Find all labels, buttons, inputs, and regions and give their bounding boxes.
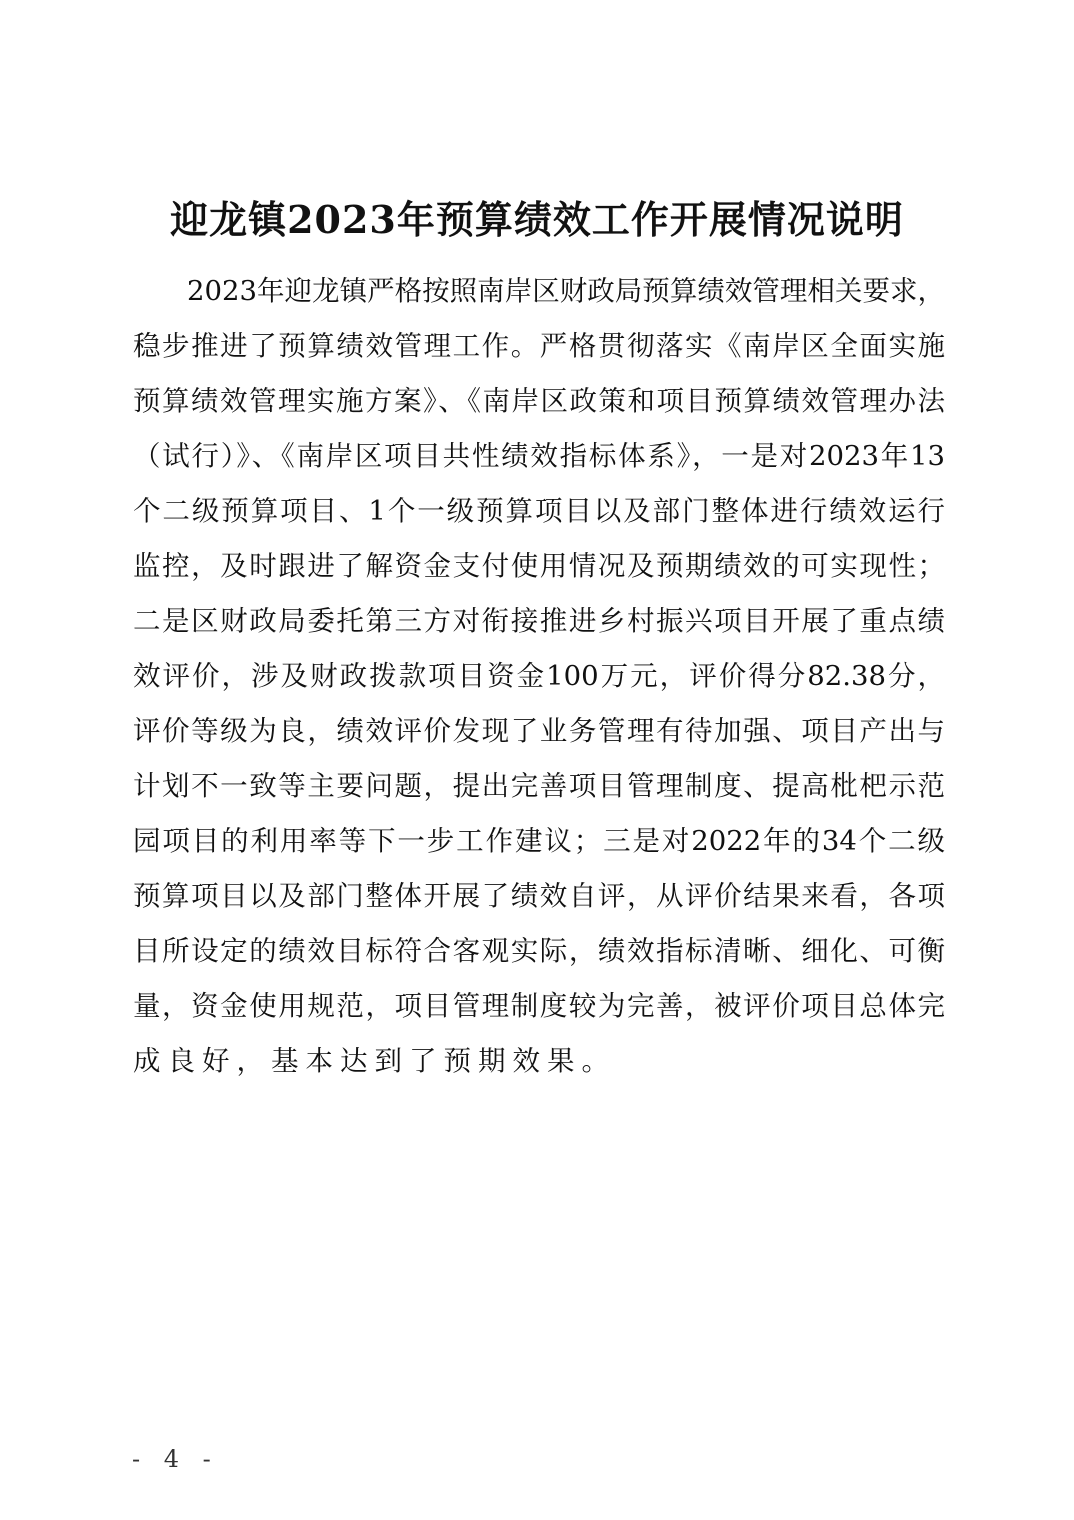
paragraph-line: 个二级预算项目、1个一级预算项目以及部门整体进行绩效运行 [133, 495, 945, 527]
paragraph-line: 预算项目以及部门整体开展了绩效自评，从评价结果来看，各项 [133, 880, 945, 912]
paragraph-line: 预算绩效管理实施方案》、《南岸区政策和项目预算绩效管理办法 [133, 385, 945, 417]
paragraph-line: 效评价，涉及财政拨款项目资金100万元，评价得分82.38分， [133, 660, 945, 692]
paragraph-line: 监控，及时跟进了解资金支付使用情况及预期绩效的可实现性； [133, 550, 945, 582]
page-number: - 4 - [132, 1445, 219, 1473]
paragraph-line: 量，资金使用规范，项目管理制度较为完善，被评价项目总体完 [133, 990, 945, 1022]
paragraph-line: 评价等级为良，绩效评价发现了业务管理有待加强、项目产出与 [133, 715, 945, 747]
document-title: 迎龙镇2023年预算绩效工作开展情况说明 [170, 197, 904, 242]
paragraph-line: 园项目的利用率等下一步工作建议；三是对2022年的34个二级 [133, 825, 945, 857]
paragraph-line: （试行）》、《南岸区项目共性绩效指标体系》，一是对2023年13 [133, 440, 945, 472]
paragraph-line: 二是区财政局委托第三方对衔接推进乡村振兴项目开展了重点绩 [133, 605, 945, 637]
paragraph-line: 2023年迎龙镇严格按照南岸区财政局预算绩效管理相关要求， [187, 275, 945, 307]
paragraph-line: 计划不一致等主要问题，提出完善项目管理制度、提高枇杷示范 [133, 770, 945, 802]
paragraph-line: 成良好，基本达到了预期效果。 [133, 1045, 616, 1077]
paragraph-line: 稳步推进了预算绩效管理工作。严格贯彻落实《南岸区全面实施 [133, 330, 945, 362]
body-paragraph [133, 264, 945, 1089]
paragraph-line: 目所设定的绩效目标符合客观实际，绩效指标清晰、细化、可衡 [133, 935, 945, 967]
